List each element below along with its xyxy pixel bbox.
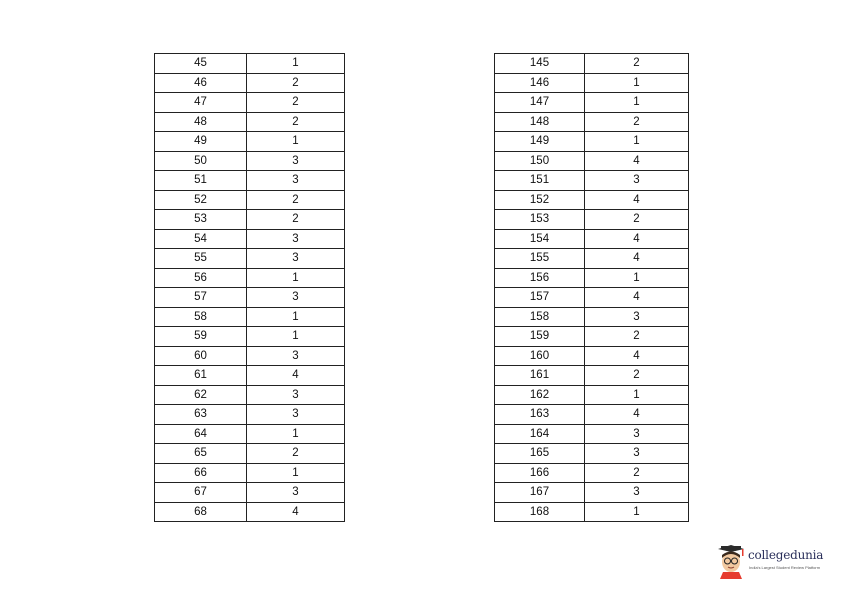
answer-cell: 4 [585,346,689,366]
question-number-cell: 55 [155,249,247,269]
question-number-cell: 156 [495,268,585,288]
question-number-cell: 62 [155,385,247,405]
answer-cell: 4 [585,288,689,308]
question-number-cell: 145 [495,54,585,74]
table-row [155,424,345,444]
answer-cell: 3 [247,229,345,249]
question-number-cell: 165 [495,444,585,464]
answer-cell: 2 [247,210,345,230]
answer-cell: 2 [585,112,689,132]
answer-cell: 1 [585,385,689,405]
table-row [155,327,345,347]
table-row [155,210,345,230]
question-number-cell: 53 [155,210,247,230]
question-number-cell: 59 [155,327,247,347]
table-row [155,151,345,171]
question-number-cell: 161 [495,366,585,386]
table-row [495,132,689,152]
question-number-cell: 51 [155,171,247,191]
question-number-cell: 58 [155,307,247,327]
question-number-cell: 153 [495,210,585,230]
table-row [155,268,345,288]
table-row [155,190,345,210]
answer-table-left-body [155,54,345,522]
question-number-cell: 47 [155,93,247,113]
question-number-cell: 50 [155,151,247,171]
question-number-cell: 152 [495,190,585,210]
question-number-cell: 52 [155,190,247,210]
table-row [155,171,345,191]
table-row [495,288,689,308]
table-row [495,190,689,210]
answer-cell: 1 [585,73,689,93]
answer-cell: 2 [247,93,345,113]
table-row [155,229,345,249]
question-number-cell: 64 [155,424,247,444]
answer-cell: 3 [585,444,689,464]
answer-cell: 3 [585,483,689,503]
table-row [495,385,689,405]
table-row [495,93,689,113]
answer-cell: 3 [585,424,689,444]
answer-cell: 1 [247,424,345,444]
answer-cell: 3 [247,171,345,191]
answer-cell: 3 [247,483,345,503]
question-number-cell: 68 [155,502,247,522]
table-row [495,502,689,522]
answer-cell: 4 [585,249,689,269]
table-row [155,346,345,366]
brand-tagline: India's Largest Student Review Platform [749,565,821,570]
question-number-cell: 163 [495,405,585,425]
question-number-cell: 66 [155,463,247,483]
answer-cell: 2 [585,54,689,74]
question-number-cell: 158 [495,307,585,327]
answer-cell: 1 [247,463,345,483]
answer-cell: 4 [585,190,689,210]
answer-cell: 4 [585,229,689,249]
question-number-cell: 60 [155,346,247,366]
table-row [495,229,689,249]
table-row [155,249,345,269]
question-number-cell: 67 [155,483,247,503]
question-number-cell: 146 [495,73,585,93]
answer-cell: 3 [247,385,345,405]
table-row [495,268,689,288]
question-number-cell: 154 [495,229,585,249]
question-number-cell: 56 [155,268,247,288]
question-number-cell: 155 [495,249,585,269]
table-row [155,366,345,386]
answer-cell: 3 [247,346,345,366]
question-number-cell: 49 [155,132,247,152]
answer-cell: 1 [585,132,689,152]
table-row [155,288,345,308]
mascot-icon [718,545,746,579]
answer-table-left [154,53,345,522]
question-number-cell: 54 [155,229,247,249]
table-row [495,171,689,191]
question-number-cell: 65 [155,444,247,464]
question-number-cell: 149 [495,132,585,152]
question-number-cell: 63 [155,405,247,425]
table-row [495,444,689,464]
question-number-cell: 166 [495,463,585,483]
question-number-cell: 46 [155,73,247,93]
answer-cell: 4 [247,366,345,386]
table-row [155,132,345,152]
question-number-cell: 147 [495,93,585,113]
answer-cell: 1 [585,502,689,522]
answer-cell: 3 [247,405,345,425]
answer-cell: 1 [585,93,689,113]
answer-cell: 4 [585,151,689,171]
question-number-cell: 157 [495,288,585,308]
question-number-cell: 159 [495,327,585,347]
answer-cell: 2 [247,112,345,132]
question-number-cell: 48 [155,112,247,132]
question-number-cell: 162 [495,385,585,405]
table-row [495,54,689,74]
answer-cell: 2 [585,327,689,347]
table-row [495,483,689,503]
table-row [495,346,689,366]
table-row [495,151,689,171]
table-row [495,249,689,269]
question-number-cell: 151 [495,171,585,191]
table-row [155,93,345,113]
table-row [155,54,345,74]
table-row [155,112,345,132]
question-number-cell: 57 [155,288,247,308]
table-row [495,405,689,425]
question-number-cell: 61 [155,366,247,386]
question-number-cell: 148 [495,112,585,132]
answer-cell: 1 [247,268,345,288]
answer-cell: 2 [247,73,345,93]
answer-cell: 1 [247,327,345,347]
table-row [155,444,345,464]
answer-cell: 3 [585,307,689,327]
answer-cell: 2 [247,444,345,464]
question-number-cell: 168 [495,502,585,522]
question-number-cell: 167 [495,483,585,503]
question-number-cell: 164 [495,424,585,444]
table-row [495,366,689,386]
table-row [155,307,345,327]
answer-cell: 4 [585,405,689,425]
answer-cell: 2 [247,190,345,210]
answer-cell: 2 [585,366,689,386]
answer-cell: 3 [585,171,689,191]
answer-cell: 4 [247,502,345,522]
answer-cell: 1 [247,132,345,152]
answer-cell: 1 [247,307,345,327]
answer-cell: 2 [585,463,689,483]
table-row [155,385,345,405]
table-row [155,405,345,425]
question-number-cell: 150 [495,151,585,171]
collegedunia-logo [718,545,836,579]
table-row [495,327,689,347]
question-number-cell: 160 [495,346,585,366]
table-row [495,73,689,93]
answer-cell: 1 [585,268,689,288]
table-row [495,307,689,327]
answer-cell: 3 [247,288,345,308]
answer-cell: 2 [585,210,689,230]
answer-table-right-body [495,54,689,522]
answer-cell: 3 [247,151,345,171]
answer-cell: 3 [247,249,345,269]
table-row [495,112,689,132]
question-number-cell: 45 [155,54,247,74]
answer-cell: 1 [247,54,345,74]
table-row [495,210,689,230]
table-row [155,502,345,522]
table-row [155,73,345,93]
answer-table-right [494,53,689,522]
table-row [495,463,689,483]
table-row [155,463,345,483]
table-row [155,483,345,503]
brand-name: collegedunia [748,548,824,562]
table-row [495,424,689,444]
